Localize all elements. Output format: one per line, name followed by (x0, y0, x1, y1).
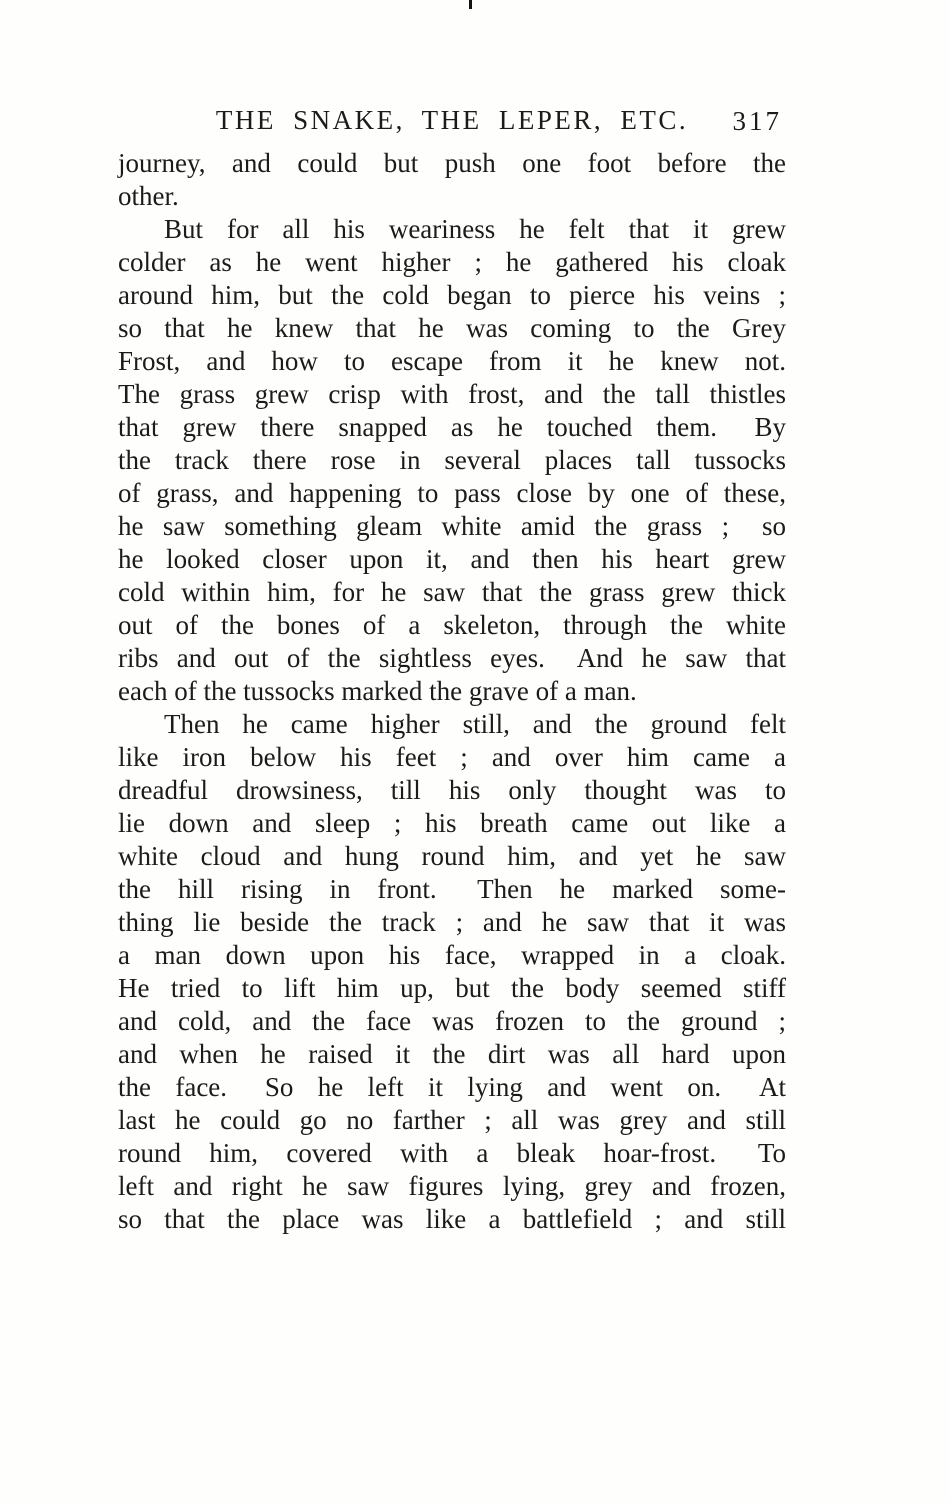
text-line: and when he raised it the dirt was all hard upon (118, 1039, 786, 1069)
text-line: round him, covered with a bleak hoar-frost. To (118, 1138, 786, 1168)
text-line: so that he knew that he was coming to the Grey (118, 313, 786, 343)
text-line: out of the bones of a skeleton, through the white (118, 610, 786, 640)
text-line: the track there rose in several places tall tussocks (118, 445, 786, 475)
text-line: of grass, and happening to pass close by one of these, (118, 478, 786, 508)
text-line: But for all his weariness he felt that it grew (164, 214, 786, 244)
text-line: Frost, and how to escape from it he knew not. (118, 346, 786, 376)
running-head-title: THE SNAKE, THE LEPER, ETC. (215, 105, 689, 135)
text-line: white cloud and hung round him, and yet he saw (118, 841, 786, 871)
text-line: lie down and sleep ; his breath came out like a (118, 808, 786, 838)
text-line: dreadful drowsiness, till his only thought was to (118, 775, 786, 805)
text-line: the face. So he left it lying and went on. At (118, 1072, 786, 1102)
text-line: he saw something gleam white amid the grass ; so (118, 511, 786, 541)
text-line: last he could go no farther ; all was grey and still (118, 1105, 786, 1135)
text-line: left and right he saw figures lying, grey and frozen, (118, 1171, 786, 1201)
text-line: journey, and could but push one foot before the (118, 148, 786, 178)
text-line: ribs and out of the sightless eyes. And he saw that (118, 643, 786, 673)
page-header (118, 104, 786, 138)
text-line: that grew there snapped as he touched them. By (118, 412, 786, 442)
text-line: each of the tussocks marked the grave of a man. (118, 676, 637, 706)
text-line: cold within him, for he saw that the grass grew thick (118, 577, 786, 607)
text-line: thing lie beside the track ; and he saw that it was (118, 907, 786, 937)
text-line: and cold, and the face was frozen to the ground ; (118, 1006, 786, 1036)
text-line: so that the place was like a battlefield ; and still (118, 1204, 786, 1234)
text-line: like iron below his feet ; and over him came a (118, 742, 786, 772)
text-line: he looked closer upon it, and then his heart grew (118, 544, 786, 574)
text-line: colder as he went higher ; he gathered his cloak (118, 247, 786, 277)
text-line: Then he came higher still, and the ground felt (164, 709, 786, 739)
text-line: a man down upon his face, wrapped in a cloak. (118, 940, 786, 970)
page-number: 317 (732, 106, 782, 136)
text-line: The grass grew crisp with frost, and the tall thistles (118, 379, 786, 409)
page-body (118, 147, 786, 1236)
text-line: other. (118, 181, 179, 211)
scan-artifact (469, 0, 472, 9)
text-line: He tried to lift him up, but the body seemed stiff (118, 973, 786, 1003)
text-line: the hill rising in front. Then he marked some- (118, 874, 786, 904)
text-line: around him, but the cold began to pierce his veins ; (118, 280, 786, 310)
